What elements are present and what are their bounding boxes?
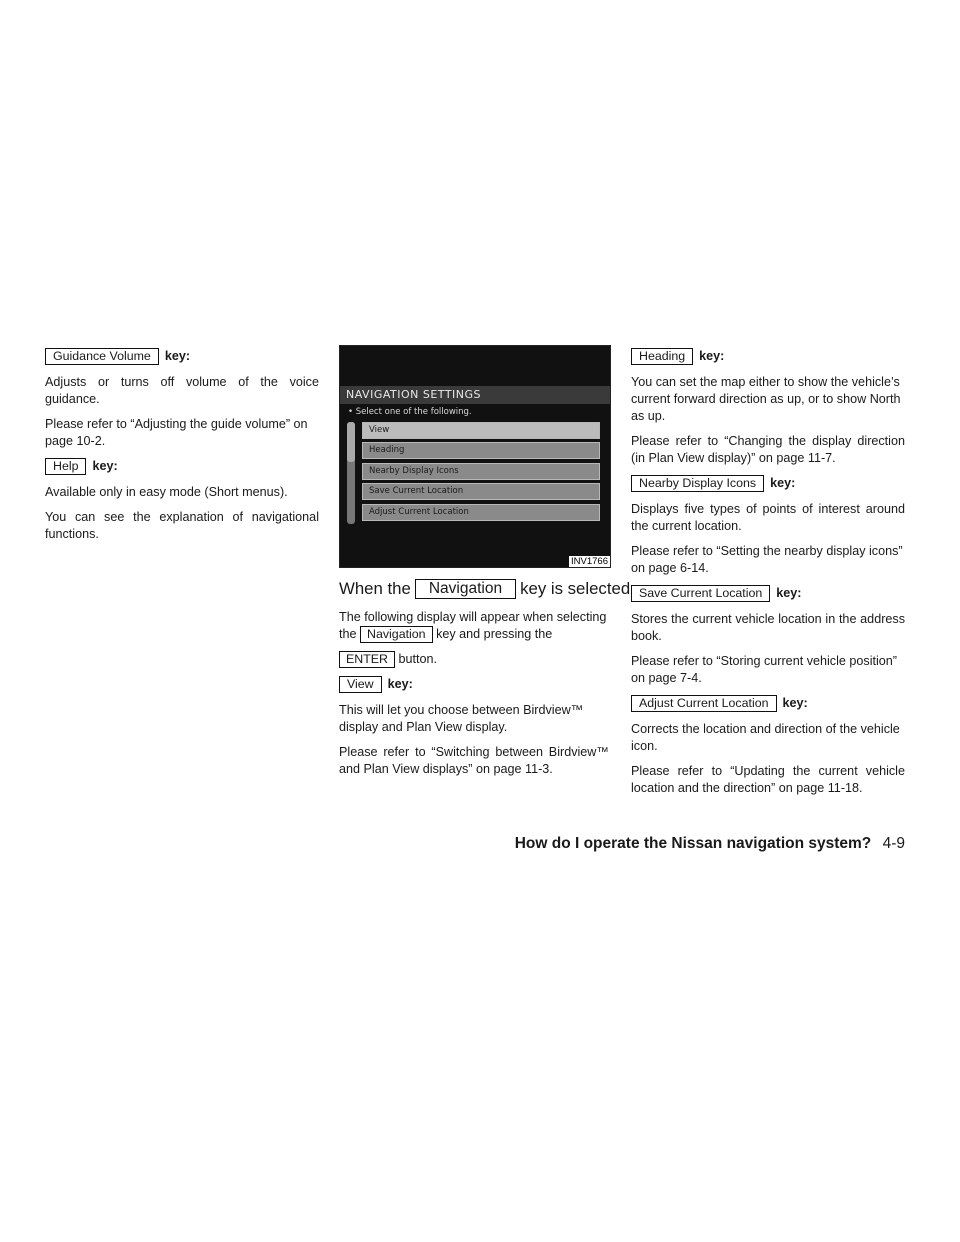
navigation-key: Navigation xyxy=(415,579,516,599)
key-label: key: xyxy=(776,586,802,600)
save-reference: Please refer to “Storing current vehicle position” on page 7-4. xyxy=(631,654,897,685)
section-heading-pre: When the xyxy=(339,579,411,598)
guidance-volume-key: Guidance Volume xyxy=(45,348,159,365)
view-key: View xyxy=(339,676,382,693)
figure-label: INV1766 xyxy=(571,556,608,567)
screen-subtitle: • Select one of the following. xyxy=(348,407,472,417)
intro-text-2: key and pressing the xyxy=(436,627,553,641)
nearby-key-row xyxy=(631,475,905,492)
adjust-key-row xyxy=(631,695,905,712)
right-column xyxy=(631,348,905,805)
adjust-description: Corrects the location and direction of the vehicle icon. xyxy=(631,722,900,753)
key-label: key: xyxy=(164,349,191,363)
heading-description: You can set the map either to show the vehicle’s current forward direction as up, or to show North as up. xyxy=(631,375,901,423)
footer-title: How do I operate the Nissan navigation system? xyxy=(514,835,872,852)
help-description: Available only in easy mode (Short menus). xyxy=(45,485,288,499)
key-label: key: xyxy=(92,459,118,473)
intro-text: The following display will appear when selecting the xyxy=(339,610,607,641)
adjust-reference: Please refer to “Updating the current vehicle location and the direction” on page 11-18. xyxy=(631,764,905,795)
enter-text: button. xyxy=(398,652,438,666)
adjust-current-location-key: Adjust Current Location xyxy=(631,695,777,712)
nearby-reference: Please refer to “Setting the nearby display icons” on page 6-14. xyxy=(631,544,903,575)
guidance-volume-key-row xyxy=(45,348,319,365)
help-explanation: You can see the explanation of navigational functions. xyxy=(45,510,319,541)
heading-key: Heading xyxy=(631,348,693,365)
menu-item-save-current-location: Save Current Location xyxy=(362,483,600,500)
nearby-description: Displays five types of points of interest around the current location. xyxy=(631,502,905,533)
save-key-row xyxy=(631,585,905,602)
save-current-location-key: Save Current Location xyxy=(631,585,770,602)
intro-paragraph xyxy=(339,609,609,643)
screen-title: NAVIGATION SETTINGS xyxy=(340,386,610,404)
save-description: Stores the current vehicle location in the address book. xyxy=(631,612,905,643)
key-label: key: xyxy=(387,677,413,691)
nearby-display-icons-key: Nearby Display Icons xyxy=(631,475,764,492)
key-label: key: xyxy=(782,696,808,710)
view-reference: Please refer to “Switching between Birdview™ and Plan View displays” on page 11-3. xyxy=(339,745,609,776)
section-heading xyxy=(339,577,631,601)
view-description: This will let you choose between Birdview™ display and Plan View display. xyxy=(339,703,584,734)
view-key-row xyxy=(339,676,609,693)
section-heading-post: key is selected xyxy=(520,579,631,598)
key-label: key: xyxy=(770,476,796,490)
enter-key: ENTER xyxy=(339,651,395,668)
menu-item-view: View xyxy=(362,422,600,439)
page-number: 4-9 xyxy=(882,835,905,852)
key-label: key: xyxy=(699,349,725,363)
left-column xyxy=(45,348,319,551)
middle-column xyxy=(339,348,631,786)
navigation-inline-key: Navigation xyxy=(360,626,433,643)
page-footer xyxy=(515,835,905,853)
heading-key-row xyxy=(631,348,905,365)
menu-item-nearby-display-icons: Nearby Display Icons xyxy=(362,463,600,480)
help-key-row xyxy=(45,458,319,475)
menu-item-heading: Heading xyxy=(362,442,600,459)
help-key: Help xyxy=(45,458,86,475)
screen-menu xyxy=(362,422,600,524)
menu-item-adjust-current-location: Adjust Current Location xyxy=(362,504,600,521)
screen-scroll-thumb xyxy=(347,422,355,462)
heading-reference: Please refer to “Changing the display direction (in Plan View display)” on page 11-7. xyxy=(631,434,905,465)
enter-paragraph xyxy=(339,651,609,668)
navigation-settings-screenshot xyxy=(339,345,611,568)
guidance-volume-reference: Please refer to “Adjusting the guide volume” on page 10-2. xyxy=(45,417,308,448)
guidance-volume-description: Adjusts or turns off volume of the voice guidance. xyxy=(45,375,319,406)
